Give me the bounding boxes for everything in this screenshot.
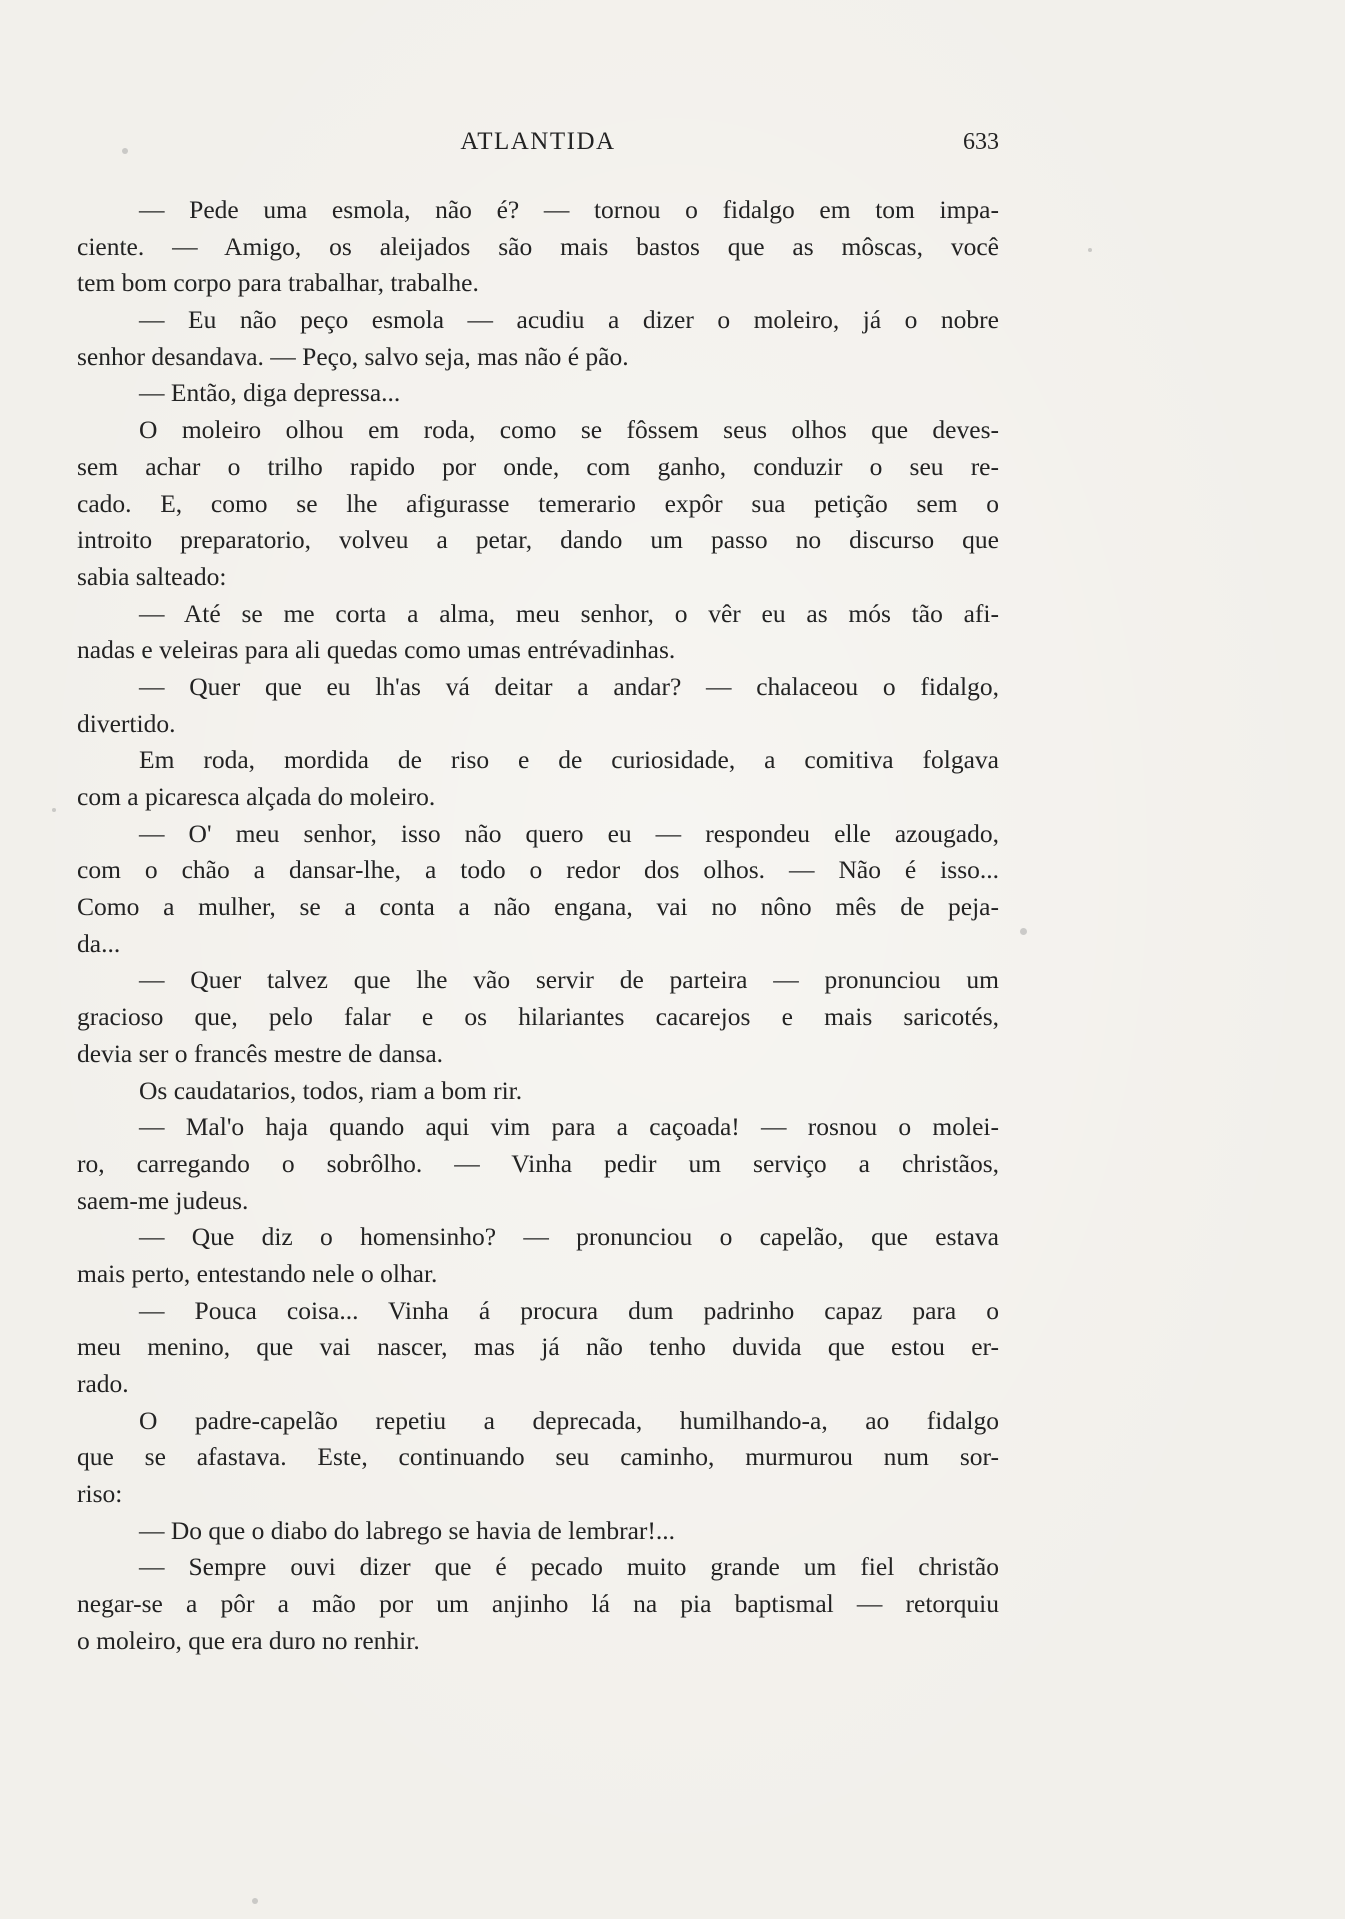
page-header xyxy=(77,125,999,159)
text-line: — Mal'o haja quando aqui vim para a caçoada! — rosnou o molei- xyxy=(139,1112,999,1142)
text-line: o moleiro, que era duro no renhir. xyxy=(77,1625,420,1655)
text-line: — Quer talvez que lhe vão servir de parteira — pronunciou um xyxy=(139,965,999,995)
paper-speck xyxy=(1088,248,1092,252)
text-line: — Até se me corta a alma, meu senhor, o vêr eu as mós tão afi- xyxy=(139,598,999,628)
text-line: — O' meu senhor, isso não quero eu — respondeu elle azougado, xyxy=(139,818,999,848)
text-line: sabia salteado: xyxy=(77,561,227,591)
text-line: — Do que o diabo do labrego se havia de lembrar!... xyxy=(139,1515,676,1545)
paper-speck xyxy=(1020,928,1027,935)
text-line: — Quer que eu lh'as vá deitar a andar? — chalaceou o fidalgo, xyxy=(139,671,999,701)
text-line: introito preparatorio, volveu a petar, dando um passo no discurso que xyxy=(77,525,999,555)
text-line: mais perto, entestando nele o olhar. xyxy=(77,1258,438,1288)
text-line: senhor desandava. — Peço, salvo seja, mas não é pão. xyxy=(77,341,629,371)
text-line: da... xyxy=(77,928,121,958)
text-line: ciente. — Amigo, os aleijados são mais bastos que as môscas, você xyxy=(77,231,999,261)
text-line: sem achar o trilho rapido por onde, com ganho, conduzir o seu re- xyxy=(77,451,999,481)
text-line: — Sempre ouvi dizer que é pecado muito grande um fiel christão xyxy=(139,1552,999,1582)
text-line: — Então, diga depressa... xyxy=(139,378,401,408)
text-line: saem-me judeus. xyxy=(77,1185,249,1215)
text-line: — Que diz o homensinho? — pronunciou o capelão, que estava xyxy=(139,1222,999,1252)
text-line: gracioso que, pelo falar e os hilariantes cacarejos e mais saricotés, xyxy=(77,1002,999,1032)
text-line: nadas e veleiras para ali quedas como umas entrévadinhas. xyxy=(77,635,676,665)
text-line: O padre-capelão repetiu a deprecada, humilhando-a, ao fidalgo xyxy=(139,1405,999,1435)
text-line: com a picaresca alçada do moleiro. xyxy=(77,782,436,811)
text-line: divertido. xyxy=(77,708,176,738)
text-line: Como a mulher, se a conta a não engana, vai no nôno mês de peja- xyxy=(77,892,999,922)
text-line: rado. xyxy=(77,1369,129,1398)
text-line: riso: xyxy=(77,1479,123,1509)
text-line: negar-se a pôr a mão por um anjinho lá na pia baptismal — retorquiu xyxy=(77,1589,999,1619)
text-line: meu menino, que vai nascer, mas já não tenho duvida que estou er- xyxy=(77,1332,999,1362)
text-line: cado. E, como se lhe afigurasse temerario expôr sua petição sem o xyxy=(77,488,999,518)
text-line: com o chão a dansar-lhe, a todo o redor dos olhos. — Não é isso... xyxy=(77,855,999,885)
text-line: tem bom corpo para trabalhar, trabalhe. xyxy=(77,268,479,298)
paper-speck xyxy=(52,808,56,812)
body-text xyxy=(77,192,999,1660)
text-line: — Eu não peço esmola — acudiu a dizer o moleiro, já o nobre xyxy=(139,305,999,335)
text-line: devia ser o francês mestre de dansa. xyxy=(77,1038,444,1068)
text-line: — Pouca coisa... Vinha á procura dum padrinho capaz para o xyxy=(139,1295,999,1325)
text-line: — Pede uma esmola, não é? — tornou o fidalgo em tom impa- xyxy=(139,195,999,224)
page-number: 633 xyxy=(963,129,999,155)
text-line: Os caudatarios, todos, riam a bom rir. xyxy=(139,1075,523,1105)
text-line: Em roda, mordida de riso e de curiosidade, a comitiva folgava xyxy=(139,745,999,775)
paper-speck xyxy=(252,1898,258,1904)
text-line: O moleiro olhou em roda, como se fôssem seus olhos que deves- xyxy=(139,415,999,445)
text-line: que se afastava. Este, continuando seu caminho, murmurou num sor- xyxy=(77,1442,999,1472)
running-title: ATLANTIDA xyxy=(460,128,616,155)
text-line: ro, carregando o sobrôlho. — Vinha pedir um serviço a christãos, xyxy=(77,1148,999,1178)
